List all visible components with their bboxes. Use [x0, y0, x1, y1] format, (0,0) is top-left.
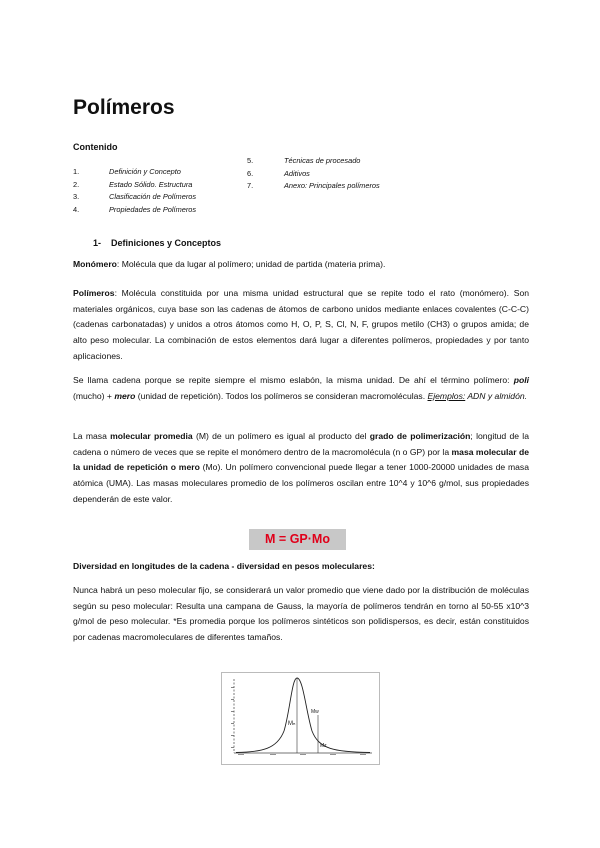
toc-item[interactable] [73, 191, 196, 204]
toc-item[interactable] [247, 180, 380, 193]
text-cadena: (unidad de repetición). Todos los polímeros se consideran macromoléculas. [135, 390, 428, 401]
term-grado-polimerizacion: grado de polimerización [369, 431, 471, 441]
gauss-curve-svg [222, 673, 379, 764]
section-number: 1- [93, 238, 102, 248]
paragraph-cadena [73, 373, 529, 404]
toc-item-label: Técnicas de procesado [284, 156, 361, 165]
toc-item-label: Clasificación de Polímeros [109, 192, 197, 202]
text-cadena: (mucho) + [73, 390, 115, 401]
toc-item[interactable] [247, 168, 380, 181]
term-mero: mero [114, 390, 136, 401]
text-monomero: : Molécula que da lugar al polímero; unidad de partida (materia prima). [116, 259, 386, 269]
toc-item[interactable] [73, 179, 196, 192]
toc-item-number: 7. [247, 181, 254, 191]
term-poli: poli [513, 375, 529, 385]
term-masa-mero: masa molecular de la unidad de repetición o mero [73, 446, 529, 473]
mn-label: Mₙ [288, 721, 296, 727]
text-masa: La masa [73, 431, 111, 441]
section-heading [93, 238, 221, 248]
toc-left-column [73, 166, 196, 216]
term-polimeros: Polímeros [73, 288, 115, 298]
toc-item-number: 6. [247, 168, 254, 178]
toc-item[interactable] [247, 155, 380, 168]
toc-item-number: 1. [73, 167, 80, 176]
subsection-heading: Diversidad en longitudes de la cadena - diversidad en pesos moleculares: [73, 561, 375, 571]
ejemplos-label: Ejemplos: [427, 390, 466, 401]
term-monomero: Monómero [73, 259, 117, 269]
toc-item-label: Estado Sólido. Estructura [109, 179, 193, 189]
text-ejemplos: ADN y almidón. [465, 390, 528, 401]
section-title: Definiciones y Conceptos [111, 238, 222, 248]
toc-item-label: Propiedades de Polímeros [109, 204, 197, 214]
y-axis-ticks [231, 687, 234, 748]
toc-item-number: 2. [73, 179, 80, 189]
x-axis-ticks [238, 754, 366, 755]
paragraph-masa [73, 429, 529, 508]
paragraph-monomero [73, 257, 529, 273]
toc-heading: Contenido [73, 142, 118, 152]
paragraph-polimeros [73, 286, 529, 365]
mw-label: Mw [311, 709, 319, 715]
gauss-curve [236, 678, 370, 753]
text-cadena: Se llama cadena porque se repite siempre el mismo eslabón, la misma unidad. De ahí el término polímero: [73, 375, 514, 385]
page-title: Polímeros [73, 96, 175, 119]
toc-item[interactable] [73, 204, 196, 217]
text-polimeros: : Molécula constituida por una misma unidad estructural que se repite todo el rato (monómero). Son materiales orgánicos, cuya base son las cadenas de átomos de carbono unidos mediante enlaces covalentes (C-C-C) (cadenas carbonatadas) y unidos a otros átomos como H, O, P, S, Cl, N, F, grupos metilo (CH3) o grupos amida; de alto peso molecular. La combinación de estos elementos dará lugar a diferentes polímeros, propiedades y por tanto aplicaciones. [73, 288, 529, 361]
toc-item-label: Anexo: Principales polímeros [284, 181, 380, 191]
toc-item[interactable] [73, 166, 196, 179]
mz-label: Mz [320, 743, 327, 749]
toc-item-number: 3. [73, 192, 80, 202]
toc-item-label: Definición y Concepto [109, 167, 181, 176]
text-masa: ; longitud de la cadena o número de veces que se repite el monómero dentro de la macromolécula (n o GP) por la [73, 431, 529, 457]
formula-box: M = GP·Mo [249, 529, 346, 550]
text-masa: (M) de un polímero es igual al producto del [192, 431, 370, 441]
toc-right-column [247, 155, 380, 193]
paragraph-diversidad: Nunca habrá un peso molecular fijo, se considerará un valor promedio que viene dado por la distribución de moléculas según su peso molecular: Resulta una campana de Gauss, la mayoría de polímeros tendrán en torno al 50-55 x10^3 g/mol de peso molecular. *Es promedia porque los polímeros sintéticos son polidispersos, es decir, están constituidos por cadenas macromoleculares de diferentes tamaños. [73, 585, 529, 643]
toc-item-label: Aditivos [284, 168, 310, 178]
toc-item-number: 4. [73, 204, 80, 214]
toc-item-number: 5. [247, 156, 254, 165]
gauss-distribution-figure [221, 672, 380, 765]
term-masa-promedia: molecular promedia [110, 431, 193, 441]
text-masa: (Mo). Un polímero convencional puede llegar a tener 1000-20000 unidades de masa atómica (UMA). Las masas moleculares promedio de los polímeros oscilan entre 10^4 y 10^6 g/mol, sus propiedades dependerán de este valor. [73, 462, 529, 504]
